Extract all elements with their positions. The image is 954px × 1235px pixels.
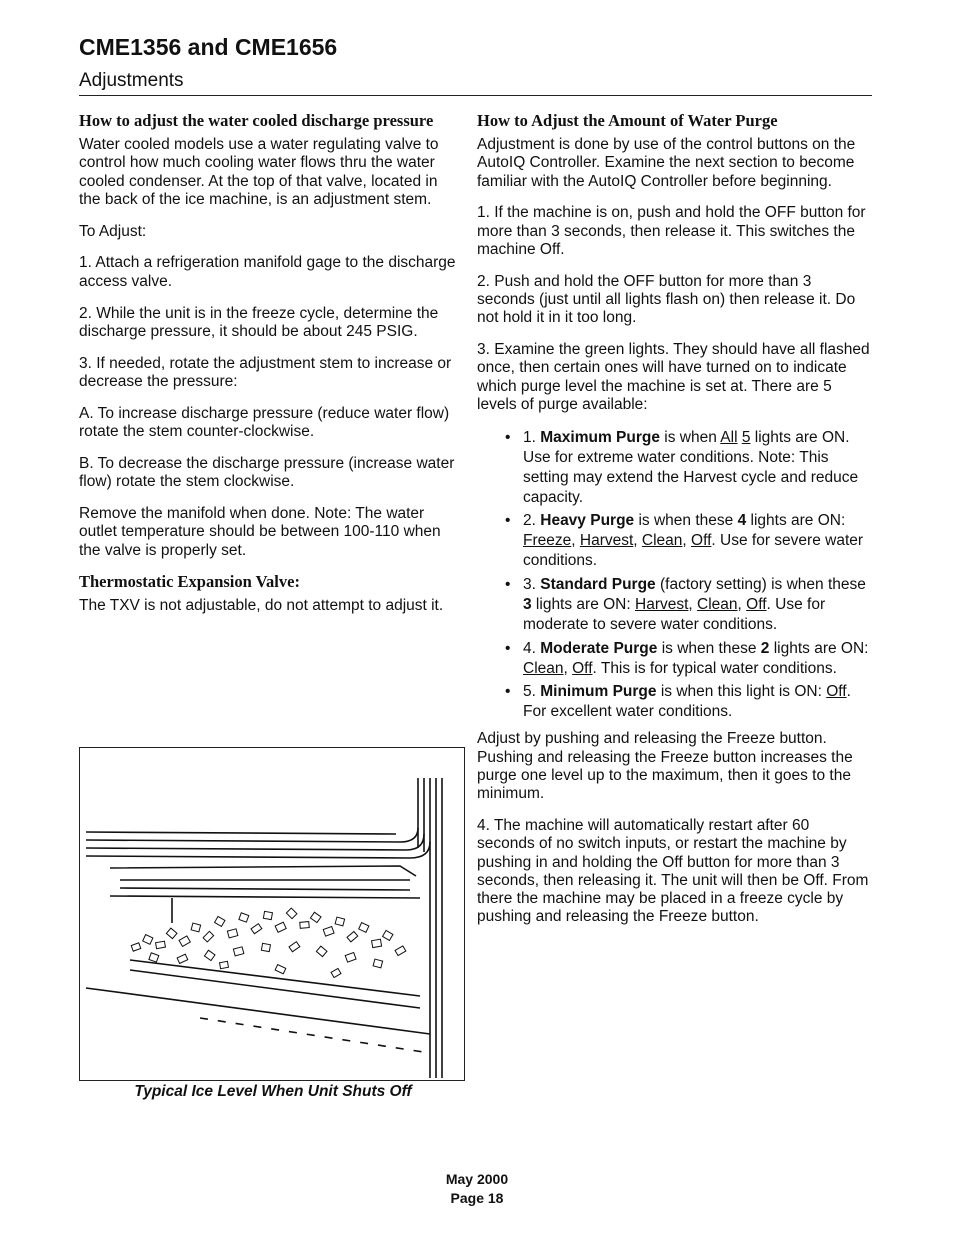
heading-txv: Thermostatic Expansion Valve: — [79, 572, 300, 592]
section-title: Adjustments — [79, 70, 184, 91]
list-item: • 1. Maximum Purge is when All 5 lights are ON. Use for extreme water conditions. Note: This setting may extend the Harvest cycle and reduce capacity. — [505, 428, 859, 506]
paragraph: 1. Attach a refrigeration manifold gage to the discharge access valve. — [79, 254, 456, 290]
footer-date: May 2000 — [445, 1171, 509, 1187]
paragraph: B. To decrease the discharge pressure (increase water flow) rotate the stem clockwise. — [79, 454, 455, 491]
heading-water-purge: How to Adjust the Amount of Water Purge — [477, 111, 778, 130]
paragraph: The TXV is not adjustable, do not attempt to adjust it. — [79, 597, 444, 615]
paragraph: 2. While the unit is in the freeze cycle, determine the discharge pressure, it should be about 245 PSIG. — [79, 304, 439, 340]
paragraph: To Adjust: — [79, 222, 147, 240]
paragraph: 1. If the machine is on, push and hold the OFF button for more than 3 seconds, then release it. This switches the machine Off. — [477, 204, 866, 258]
ice-level-illustration — [79, 747, 465, 1081]
list-item: • 2. Heavy Purge is when these 4 lights are ON: Freeze, Harvest, Clean, Off. Use for severe water conditions. — [505, 512, 864, 570]
page-footer — [0, 1170, 954, 1208]
list-item: • 5. Minimum Purge is when this light is ON: Off. For excellent water conditions. — [505, 683, 851, 721]
list-item: • 3. Standard Purge (factory setting) is when these 3 lights are ON: Harvest, Clean, Off. Use for moderate to severe water conditions. — [505, 576, 866, 634]
paragraph: Water cooled models use a water regulating valve to control how much cooling water flows thru the water cooled condenser. At the top of that valve, located in the back of the ice machine, is an adjustment stem. — [79, 136, 439, 208]
paragraph: Adjustment is done by use of the control buttons on the AutoIQ Controller. Examine the next section to become familiar with the AutoIQ Controller before beginning. — [477, 136, 856, 190]
figure-caption: Typical Ice Level When Unit Shuts Off — [134, 1083, 412, 1100]
paragraph: Adjust by pushing and releasing the Freeze button. Pushing and releasing the Freeze button increases the purge one level up to the maximum, then it goes to the minimum. — [477, 730, 853, 803]
paragraph: 4. The machine will automatically restart after 60 seconds of no switch inputs, or restart the machine by pushing in and holding the Off button for more than 3 seconds, then releasing it. The unit will then be Off. From there the machine may be placed in a freeze cycle by pushing and releasing the Freeze button. — [477, 816, 869, 926]
paragraph: 3. Examine the green lights. They should have all flashed once, then certain ones will have turned on to indicate which purge level the machine is set at. There are 5 levels of purge available: — [477, 341, 870, 414]
list-item: • 4. Moderate Purge is when these 2 lights are ON: Clean, Off. This is for typical water conditions. — [505, 639, 869, 677]
paragraph: 3. If needed, rotate the adjustment stem to increase or decrease the pressure: — [79, 354, 452, 390]
heading-discharge-pressure: How to adjust the water cooled discharge pressure — [79, 111, 434, 130]
left-column — [79, 110, 463, 629]
paragraph: A. To increase discharge pressure (reduce water flow) rotate the stem counter-clockwise. — [79, 404, 450, 441]
right-column — [477, 110, 871, 940]
page-number: Page 18 — [450, 1190, 504, 1206]
paragraph: 2. Push and hold the OFF button for more than 3 seconds (just until all lights flash on) then release it. Do not hold it in it too long. — [477, 272, 856, 327]
header-divider — [79, 95, 872, 96]
document-title: CME1356 and CME1656 — [79, 34, 338, 60]
ice-bin-drawing — [80, 748, 464, 1080]
paragraph: Remove the manifold when done. Note: The water outlet temperature should be between 100-110 when the valve is properly set. — [79, 504, 441, 559]
purge-level-list — [477, 428, 871, 722]
